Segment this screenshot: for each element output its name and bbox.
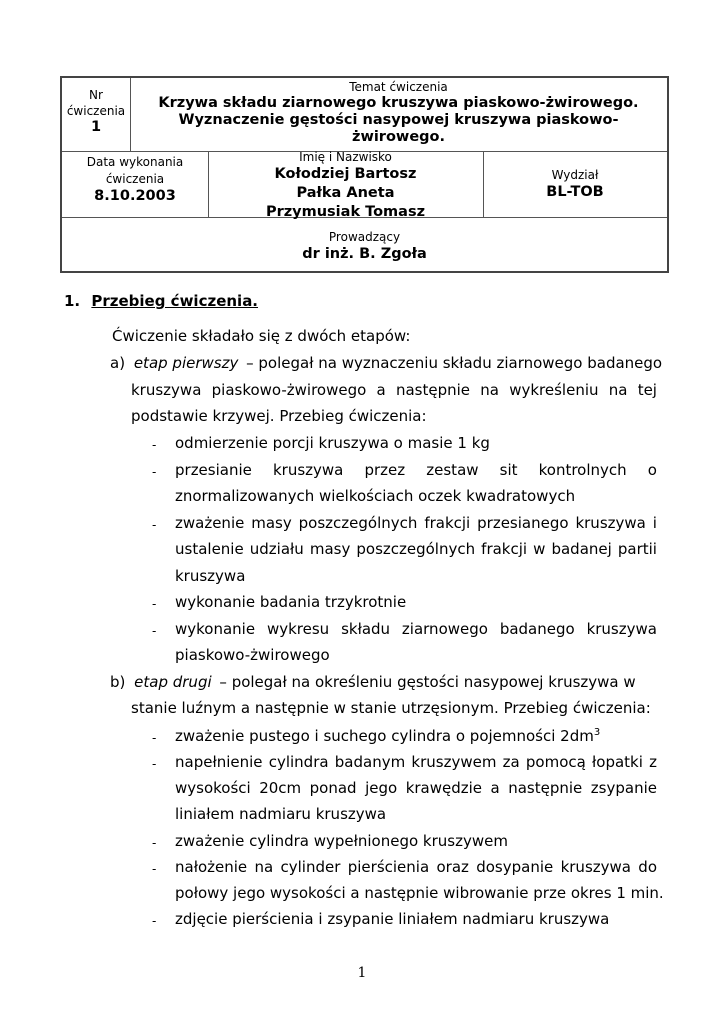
word: zestaw [426,460,479,479]
word: badanego [499,619,575,638]
word: badanym [334,753,406,771]
word: kruszywa [575,513,646,532]
list-dash: - [152,464,157,479]
list-item-line: odmierzenie porcji kruszywa o masie 1 kg [175,434,490,452]
word: ponad [309,779,357,798]
list-item-line: zważenie cylindra wypełnionego kruszywem [175,831,508,850]
date-cell [62,154,208,205]
word: na [608,381,628,399]
word: pierścienia [347,857,430,876]
superscript: 3 [593,727,601,738]
date-label: Data wykonania [86,155,184,169]
word: do [638,857,657,876]
department-value: BL-TOB [546,184,604,200]
word: a [490,779,500,798]
list-dash: - [152,757,157,771]
word: partii [617,540,657,558]
page-number: 1 [357,965,367,981]
section-number: 1. [64,292,81,310]
date-value: 8.10.2003 [94,188,176,204]
word: oraz [436,857,469,876]
list-item-line: wykonanie badania trzykrotnie [175,593,407,611]
list-item-line: piaskowo-żwirowego [175,646,330,664]
word: frakcji [481,540,528,558]
word: przez [364,460,406,479]
list-dash: - [152,597,157,611]
intro-paragraph: Ćwiczenie składało się z dwóch etapów: [112,327,411,345]
word: za [502,753,520,771]
list-item-line [175,779,657,797]
list-item-line [175,858,657,876]
list-item-line: zdjęcie pierścienia i zsypanie liniałem nadmiaru kruszywa [175,910,610,929]
word: masy [251,513,292,532]
word: kruszywa [560,857,631,876]
supervisor-name: dr inż. B. Zgoła [302,246,427,262]
stage-text-line: stanie luźnym a następnie w stanie utrzęsionym. Przebieg ćwiczenia: [131,699,651,717]
word: i [652,513,657,532]
supervisor-label: Prowadzący [328,230,401,244]
topic-label: Temat ćwiczenia [349,80,448,94]
word: kruszywa [586,619,657,638]
list-item-line [175,620,657,638]
word: kruszywem [411,753,497,771]
word: wykresu [266,619,330,638]
names-label: Imię i Nazwisko [299,150,392,164]
section-heading [64,292,258,310]
nr-label: Nr [89,88,103,102]
topic-title: żwirowego. [352,129,445,145]
word: przesianie [175,460,252,479]
list-dash: - [152,914,157,929]
list-dash: - [152,623,157,638]
list-item-line [175,753,657,771]
list-item-line: połowy jego wysokości a następnie wibrowanie prze okres 1 min. [175,884,664,902]
stage-description: – polegał na określeniu gęstości nasypowej kruszywa w [219,673,636,691]
word: na [254,857,274,876]
list-dash: - [152,835,157,850]
list-dash: - [152,517,157,532]
word: a [376,381,386,399]
word: sit [499,460,518,479]
word: nałożenie [175,857,248,876]
word: w [533,540,546,558]
list-dash: - [152,731,157,745]
list-dash: - [152,438,157,452]
word: piaskowo-żwirowego [211,381,367,399]
word: poszczególnych [356,540,476,558]
word: wykonanie [175,619,256,638]
word: krawędzie [405,779,483,798]
word: kontrolnych [538,460,627,479]
stage-a-first-line [110,354,662,372]
list-item-line [175,540,657,558]
word: udziału [249,540,304,558]
word: pomocą [525,753,586,771]
list-marker: b) [110,673,126,691]
word: ustalenie [175,540,244,558]
topic-cell [130,80,667,146]
stage-name: etap pierwszy [133,354,239,372]
exercise-number-cell [62,88,130,136]
department-label: Wydział [551,168,599,182]
date-label: ćwiczenia [105,172,165,186]
list-marker: a) [110,354,126,372]
word: zsypanie [590,779,657,798]
word: zważenie [175,513,245,532]
student-name: Przymusiak Tomasz [265,204,426,220]
list-item-line [175,514,657,532]
word: na [480,381,499,399]
word: następnie [395,381,471,399]
topic-title: Wyznaczenie gęstości nasypowej kruszywa piaskowo- [178,112,619,128]
word: o [647,460,657,479]
supervisor-cell [62,230,667,263]
word: poszczególnych [298,513,418,532]
word: jego [365,779,398,798]
stage-text-line: podstawie krzywej. Przebieg ćwiczenia: [131,407,427,425]
word: składu [341,619,391,638]
list-item-line: kruszywa [175,566,246,585]
word: frakcji [424,513,471,532]
word: kruszywa [131,381,202,399]
word: napełnienie [175,753,263,771]
stage-b-first-line [110,673,636,691]
header-table [60,76,669,273]
exercise-number: 1 [90,119,102,135]
word: cylinder [280,857,341,876]
word: kruszywa [272,460,344,479]
stage-description: – polegał na wyznaczeniu składu ziarnowego badanego [246,354,663,372]
word: ziarnowego [401,619,488,638]
stage-name: etap drugi [134,673,212,691]
nr-label: ćwiczenia [66,104,126,118]
student-name: Kołodziej Bartosz [274,166,417,182]
justified-line [131,381,657,399]
word: masy [309,540,351,558]
student-name: Pałka Aneta [296,185,395,201]
word: następnie [508,779,583,798]
word: 20cm [259,779,302,798]
word: z [649,753,657,771]
word: tej [637,381,657,399]
word: wysokości [175,779,251,798]
department-cell [483,168,667,201]
word: wykreśleniu [509,381,599,399]
list-item [175,727,600,745]
names-cell [208,150,483,221]
section-title: Przebieg ćwiczenia. [91,292,259,310]
word: łopatki [592,753,643,771]
list-item-line: liniałem nadmiaru kruszywa [175,805,387,824]
word: przesianego [477,513,569,532]
list-item-text: zważenie pustego i suchego cylindra o pojemności 2dm [175,727,594,745]
topic-title: Krzywa składu ziarnowego kruszywa piaskowo-żwirowego. [158,95,639,111]
list-dash: - [152,861,157,876]
word: badanej [551,540,612,558]
list-item-line: znormalizowanych wielkościach oczek kwadratowych [175,487,576,505]
list-item-line [175,461,657,479]
word: dosypanie [476,857,554,876]
word: cylindra [268,753,329,771]
